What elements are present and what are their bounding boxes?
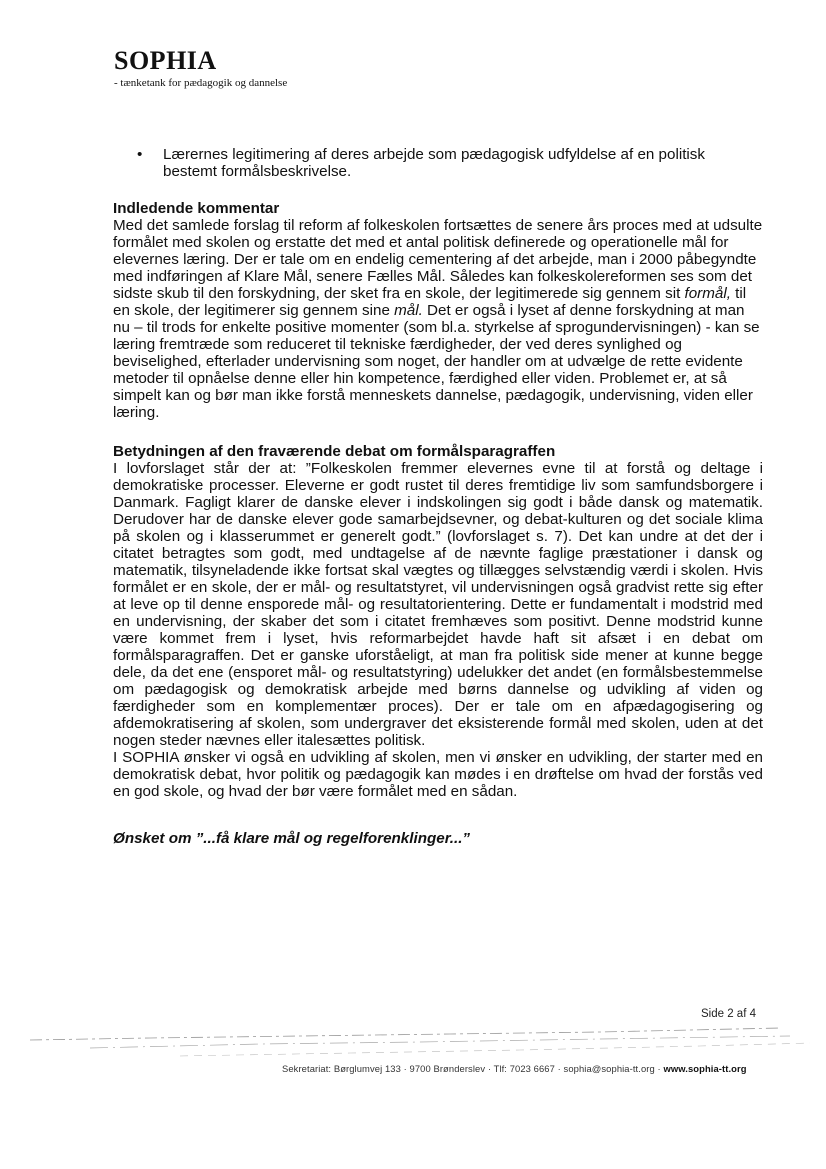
page-number: Side 2 af 4 [701, 1008, 756, 1020]
paragraph-segment: Med det samlede forslag til reform af folkeskolen fortsættes de senere års proces med at udsulte formålet med skolen og erstatte det med et antal politisk definerede og operationelle mål for elevernes læring. Der er tale om en endelig cementering af det arbejde, man i 2000 påbegyndte med indføringen af Klare Mål, senere Fælles Mål. Således kan folkeskolereformen ses som det sidste skub til den forskydning, der sket fra en skole, der legitimerede sig gennem sit [113, 217, 763, 302]
document-body [113, 146, 763, 847]
paragraph-betydningen: I lovforslaget står der at: ”Folkeskolen fremmer elevernes evne til at forstå og deltage i demokratiske processer. Eleverne er godt rustet til deres fremtidige liv som samfundsborgere i Danmark. Fagligt klarer de danske elever i indskolingen sig godt i både dansk og matematik. Derudover har de danske elever gode samarbejdsevner, og debat-kulturen og det sociale klima på skolen og i klasserummet er generelt godt.” (lovforslaget s. 7). Det kan undre at det der i citatet betragtes som godt, med undtagelse af de nævnte faglige præstationer i dansk og matematik, tilsyneladende ikke fortsat skal vægtes og tillægges selvstændig værdi i skolen. Hvis formålet er en skole, der er mål- og resultatstyret, vil undervisningen også gradvist rette sig efter at leve op til denne ensporede mål- og resultatorientering. Dette er fundamentalt i modstrid med en undervisning, der skaber det som i citatet fremhæves som positivt. Denne modstrid kunne være kommet frem i lyset, hvis reformarbejdet havde haft sit afsæt i en debat om formålsparagraffen. Det er ganske uforståeligt, at man fra politisk side mener at kunne begge dele, da det ene (ensporet mål- og resultatstyring) udelukker det andet (en formålsbestemmelse om pædagogisk og demokratisk arbejde med børns dannelse og udvikling af viden og færdigheder som en komplementær proces). Der er tale om en afpædagogisering og afdemokratisering af skolen, som undergraver det eksisterende formål med skolen, uden at det nogen steder nævnes eller italesættes politisk. [113, 460, 763, 749]
footer-website-link[interactable]: www.sophia-tt.org [663, 1063, 747, 1074]
section-heading-indledende: Indledende kommentar [113, 200, 280, 217]
letterhead [114, 46, 287, 90]
footer-decoration [0, 1022, 826, 1062]
emphasis-maal: mål. [394, 302, 423, 319]
footer-address-text: Sekretariat: Børglumvej 133 · 9700 Brønderslev · Tlf: 7023 6667 · sophia@sophia-tt.org · [282, 1063, 664, 1074]
paragraph-segment: til en skole, der legitimerer sig gennem sine [113, 285, 747, 319]
emphasis-formaal: formål, [684, 285, 731, 302]
brand-tagline: - tænketank for pædagogik og dannelse [114, 77, 288, 89]
paragraph-sophia: I SOPHIA ønsker vi også en udvikling af skolen, men vi ønsker en udvikling, der starter med en demokratisk debat, hvor politik og pædagogik kan mødes i en drøftelse om hvad der forstås ved en god skole, og hvad der bør være formålet med en sådan. [113, 749, 763, 800]
footer-address [282, 1063, 747, 1074]
brand-name: SOPHIA [114, 46, 217, 75]
section-heading-betydningen: Betydningen af den fraværende debat om formålsparagraffen [113, 443, 556, 460]
paragraph-indledende [113, 217, 763, 421]
paragraph-segment: Det er også i lyset af denne forskydning at man nu – til trods for enkelte positive momenter (som bl.a. styrkelse af sprogundervisningen) - kan se læring fremtræde som reduceret til tekniske færdigheder, der ved deres synlighed og beviselighed, efterlader undervisning som noget, der handler om at udvælge de rette evidente metoder til opnåelse denne eller hin kompetence, færdighed eller viden. Problemet er, at så simpelt kan og bør man ikke forstå menneskets dannelse, pædagogik, undervisning, viden eller læring. [113, 302, 760, 421]
section-heading-oensket: Ønsket om ”...få klare mål og regelforenklinger...” [113, 830, 471, 847]
bullet-text: Lærernes legitimering af deres arbejde som pædagogisk udfyldelse af en politisk bestemt formålsbeskrivelse. [163, 146, 705, 180]
bullet-icon: • [137, 146, 143, 163]
bullet-item [113, 146, 763, 180]
